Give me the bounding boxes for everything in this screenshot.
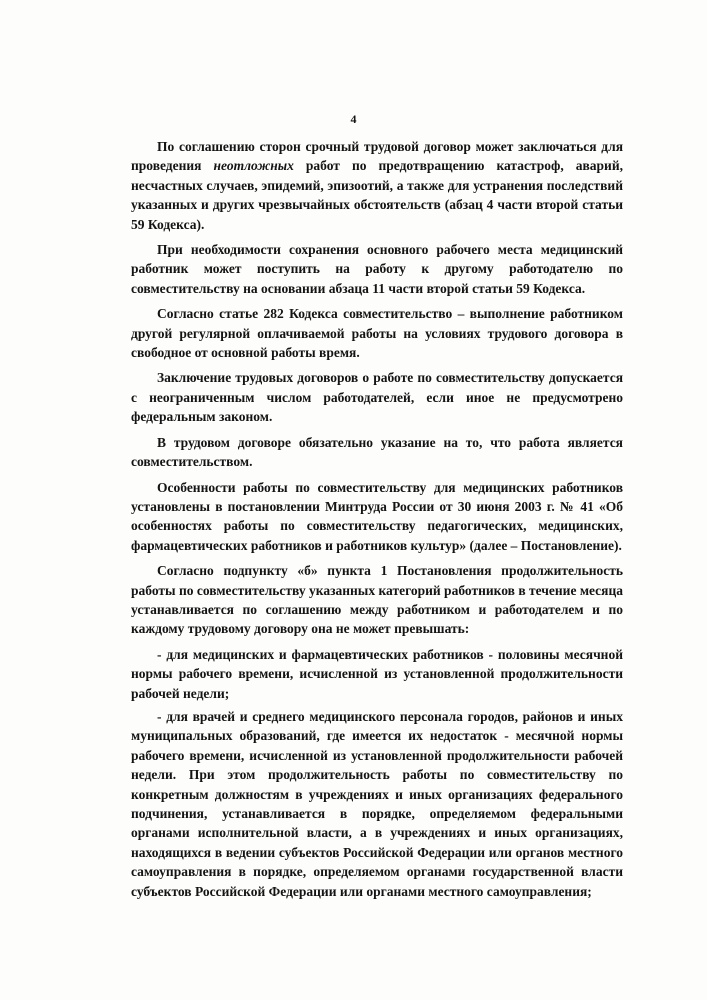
emphasis-text: неотложных bbox=[213, 158, 294, 174]
list-item-doctors: - для врачей и среднего медицинского персонала городов, районов и иных муниципальных образований, где имеется их недостаток - месячной нормы рабочего времени, исчисленной из установленной продолжительности рабочей недели. При этом продолжительность работы по совместительству по конкретным должностям в учреждениях и иных организациях федерального подчинения, устанавливается в порядке, определяемом федеральными органами исполнительной власти, а в учреждениях и иных организациях, находящихся в ведении субъектов Российской Федерации или органов местного самоуправления в порядке, определяемом органами государственной власти субъектов Российской Федерации или органами местного самоуправления; bbox=[131, 708, 623, 899]
paragraph-duration: Согласно подпункту «б» пункта 1 Постановления продолжительность работы по совместительству указанных категорий работников в течение месяца устанавливается по соглашению между работником и работодателем и по каждому трудовому договору она не может превышать: bbox=[131, 563, 623, 637]
document-body bbox=[131, 137, 623, 907]
paragraph-text: работ по предотвращению катастроф, аварий, несчастных случаев, эпидемий, эпизоотий, а также для устранения последствий указанных и других чрезвычайных обстоятельств (абзац 4 части второй статьи 59 Кодекса). bbox=[131, 158, 623, 232]
paragraph-unlimited-employers: Заключение трудовых договоров о работе по совместительству допускается с неограниченным числом работодателей, если иное не предусмотрено федеральным законом. bbox=[131, 370, 623, 425]
paragraph-urgent-work bbox=[131, 137, 623, 234]
paragraph-regulation: Особенности работы по совместительству для медицинских работников установлены в постановлении Минтруда России от 30 июня 2003 г. № 41 «Об особенностях работы по совместительству педагогических, медицинских, фармацевтических работников и работников культур» (далее – Постановление). bbox=[131, 479, 623, 553]
paragraph-main-workplace: При необходимости сохранения основного рабочего места медицинский работник может поступить на работу к другому работодателю по совместительству на основании абзаца 11 части второй статьи 59 Кодекса. bbox=[131, 242, 623, 296]
list-item-medical-workers: - для медицинских и фармацевтических работников - половины месячной нормы рабочего времени, исчисленной из установленной продолжительности рабочей недели; bbox=[131, 646, 623, 701]
paragraph-definition: Согласно статье 282 Кодекса совместительство – выполнение работником другой регулярной оплачиваемой работы на условиях трудового договора в свободное от основной работы время. bbox=[131, 306, 623, 361]
paragraph-text: По соглашению сторон срочный трудовой договор может заключаться для проведения bbox=[131, 139, 623, 174]
page-number: 4 bbox=[350, 112, 357, 126]
paragraph-contract-indication: В трудовом договоре обязательно указание на то, что работа является совместительством. bbox=[131, 434, 623, 470]
